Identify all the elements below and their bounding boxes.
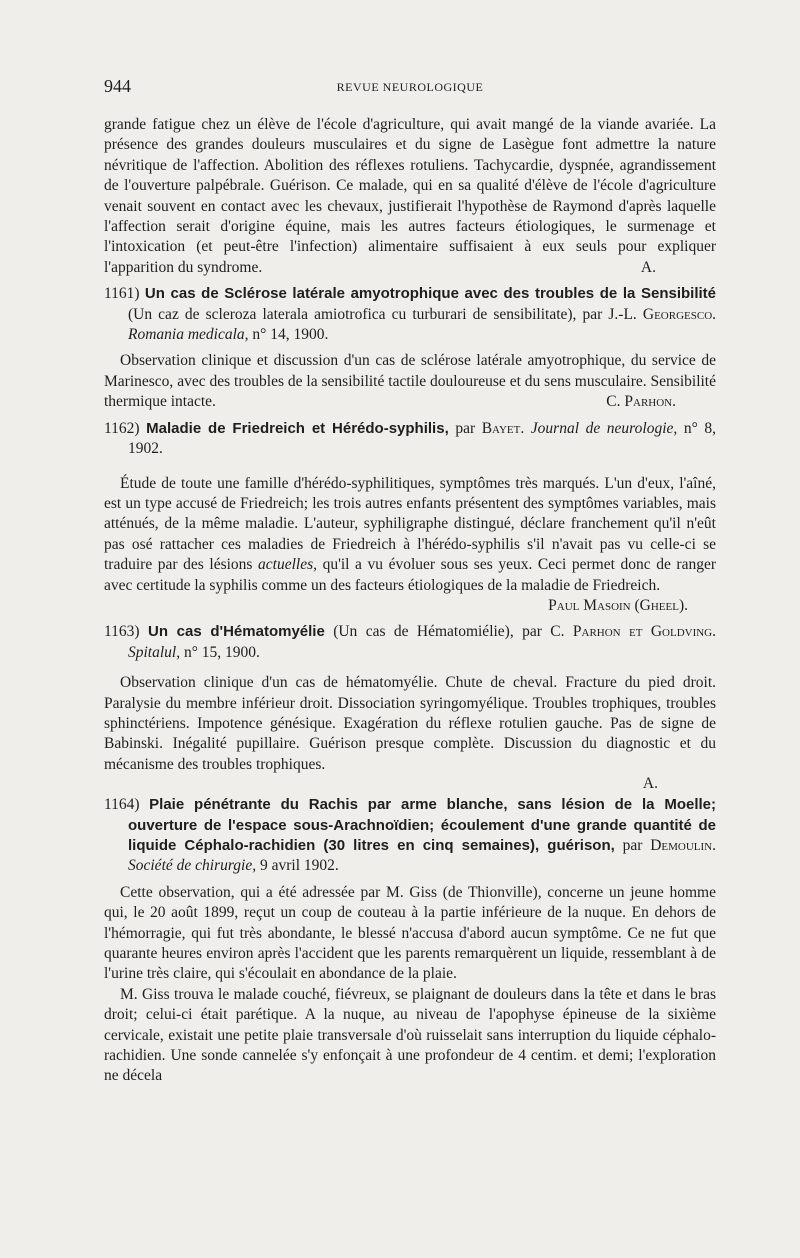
entry-title-text: Plaie pénétrante du Rachis par arme blanche, sans lésion de la Moelle; ouverture de l'espace sous-Arachnoïdien; écoulement d'une grande quantité de liquide Céphalo-rachidien (30 litres en cinq semaines), guérison, <box>128 796 716 854</box>
entry-journal: Journal de neurologie, <box>530 419 678 437</box>
page-number: 944 <box>104 76 131 96</box>
running-title: REVUE NEUROLOGIQUE <box>336 80 484 94</box>
entry-number: 1163) <box>104 623 140 641</box>
entry-title-text: Un cas de Sclérose latérale amyotrophique avec des troubles de la Sensibilité <box>144 285 717 303</box>
entry-body-text: Observation clinique et discussion d'un cas de sclérose latérale amyotrophique, du service de Marinesco, avec des troubles de la sensibilité tactile douloureuse et du sens musculaire. Sensibilité thermique intacte. <box>104 352 716 411</box>
entry-signature: C. Parhon. <box>606 393 676 411</box>
entry-ref: n° 14, 1900. <box>252 326 329 344</box>
entry-1161-title <box>104 284 716 345</box>
entry-journal: Romania medicala, <box>128 326 249 344</box>
entry-title-text: Maladie de Friedreich et Hérédo-syphilis, <box>146 419 449 437</box>
entry-signature: A. <box>642 775 658 793</box>
intro-text: grande fatigue chez un élève de l'école d'agriculture, qui avait mangé de la viande avariée. La présence des grandes douleurs musculaires et du signe de Lasègue font admettre la nature névritique de l'affection. Abolition des réflexes rotuliens. Tachycardie, dyspnée, agrandissement de l'ouverture palpébrale. Guérison. Ce malade, qui en sa qualité d'élève de l'école d'agriculture venait souvent en contact avec les chevaux, justifierait l'hypothèse de Raymond d'après laquelle l'affection serait d'origine équine, mais les autres facteurs étiologiques, le surmenage et l'intoxication (et peut-être l'infection) alimentaire suffisaient à eux seuls pour expliquer l'apparition du syndrome. <box>104 116 716 276</box>
entry-by: par <box>455 419 476 437</box>
entry-ref: n° 8, 1902. <box>128 419 716 458</box>
entry-body-text-2: M. Giss trouva le malade couché, fiévreux, se plaignant de douleurs dans la tête et dans le bras droit; celui-ci était parétique. A la nuque, au niveau de l'apophyse épineuse de la sixième cervicale, existait une petite plaie transversale d'où ruisselait sans interruption du liquide céphalo-rachidien. Une sonde cannelée s'y enfonçait à une profondeur de 4 centim. et demi; l'exploration ne décela <box>104 985 716 1085</box>
entry-1162-body <box>104 474 716 614</box>
entry-number: 1161) <box>104 285 140 303</box>
entry-number: 1164) <box>104 796 140 814</box>
signature-text: Paul Masoin (Gheel). <box>548 596 688 614</box>
entry-body-text: Cette observation, qui a été adressée par M. Giss (de Thionville), concerne un jeune homme qui, le 20 août 1899, reçut un coup de couteau à la partie inférieure de la nuque. En dehors de l'hémorragie, qui fut très abondante, le blessé n'accusa d'abord aucun symptôme. Ce ne fut que quarante heures environ après l'accident que les parents remarquèrent un liquide, ressemblant à de l'urine très claire, qui s'écoulait en abondance de la plaie. <box>104 883 716 983</box>
entry-1163-title <box>104 622 716 663</box>
entry-original-title: (Un cas de Hématomiélie), <box>333 623 514 641</box>
intro-signature: A. <box>640 258 656 276</box>
entry-1162-title <box>104 419 716 460</box>
entry-1164-title <box>104 795 716 877</box>
page-content <box>104 115 716 1087</box>
entry-author: J.-L. Georgesco. <box>608 305 717 323</box>
entry-1164-body <box>104 883 716 985</box>
entry-1161-body <box>104 351 716 412</box>
entry-number: 1162) <box>104 419 140 437</box>
entry-author: Demoulin. <box>650 837 717 854</box>
entry-1163-body <box>104 673 716 775</box>
entry-ref: 9 avril 1902. <box>260 857 339 875</box>
entry-body-text: Étude de toute une famille d'hérédo-syphilitiques, symptômes très marqués. L'un d'eux, l'aîné, est un type accusé de Friedreich; les trois autres enfants présentent des symptômes variables, mais atténués, de la même maladie. L'auteur, syphiligraphe distingué, déclare franchement qu'il n'eût pas osé rattacher ces maladies de Friedreich à l'hérédo-syphilis s'il n'avait pas vu celle-ci se traduire par des lésions <box>104 474 716 574</box>
entry-body-italic: actuelles, <box>258 556 317 574</box>
entry-original-title: (Un caz de scleroza laterala amiotrofica cu turburari de sensibilitate), <box>128 305 577 323</box>
page-header <box>104 76 716 100</box>
entry-1164-body-2 <box>104 985 716 1087</box>
entry-body-end: qu'il a vu évoluer sous ses yeux. Ceci permet donc de ranger avec certitude la syphilis comme un des facteurs étiologiques de la maladie de Friedreich. <box>104 556 716 594</box>
entry-ref: n° 15, 1900. <box>183 643 260 661</box>
entry-author: Bayet. <box>481 419 525 437</box>
entry-body-text: Observation clinique d'un cas de hématomyélie. Chute de cheval. Fracture du pied droit. Paralysie du membre inférieur droit. Dissociation syringomyélique. Troubles trophiques, troubles sphinctériens. Impotence génésique. Exagération du réflexe rotulien gauche. Pas de signe de Babinski. Inégalité pupillaire. Guérison presque complète. Discussion du diagnostic et du mécanisme des troubles trophiques. <box>104 674 716 773</box>
entry-signature <box>532 596 688 616</box>
intro-paragraph <box>104 115 716 278</box>
entry-by: par <box>522 623 542 641</box>
entry-journal: Spitalul, <box>128 643 181 661</box>
entry-by: par <box>582 305 603 323</box>
entry-journal: Société de chirurgie, <box>128 857 257 875</box>
entry-author: C. Parhon et Goldving. <box>550 623 717 641</box>
entry-title-text: Un cas d'Hématomyélie <box>147 623 325 641</box>
entry-by: par <box>622 837 643 854</box>
